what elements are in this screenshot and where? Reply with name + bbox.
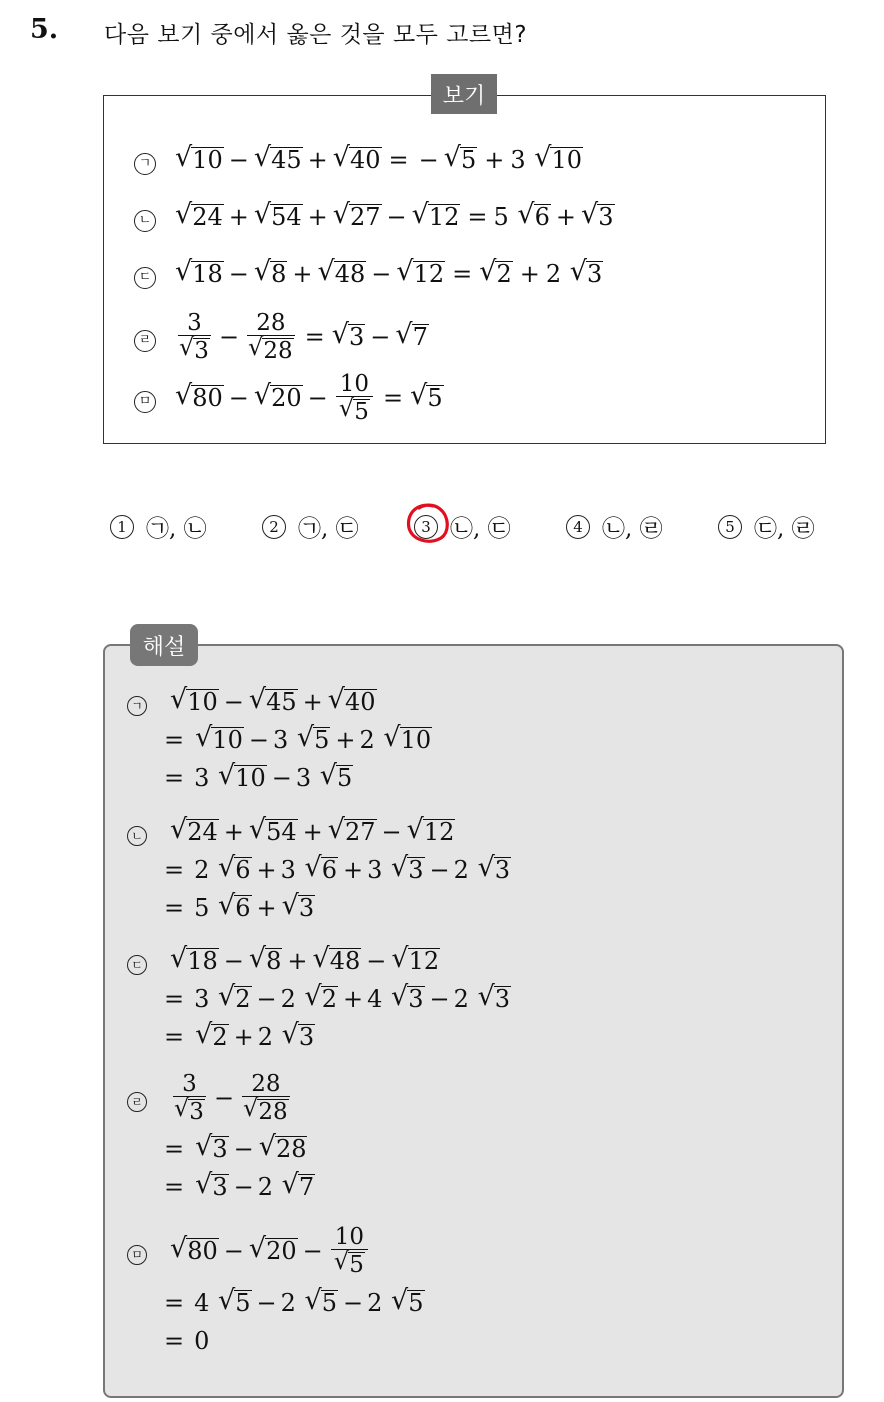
solution-d-line-1: ㄹ 3 √ 3 − 28 √ 28 [127, 1068, 294, 1128]
choice-4-number: 4 [566, 515, 590, 539]
marker-a: ㄱ [134, 153, 156, 175]
choice-5[interactable] [718, 510, 815, 543]
choice-1-number: 1 [110, 515, 134, 539]
solution-a-line-3: = 3 √ 10 − 3 √ 5 [164, 759, 353, 792]
bogi-item-b: ㄴ √ 24 + √ 54 + √ 27 − √ 12 = 5 √ 6 + √ 3 [134, 197, 616, 237]
solution-b-line-2: = 2 √ 6 + 3 √ 6 + 3 √ 3 − 2 √ 3 [164, 851, 511, 884]
choice-1-text: ㉠, ㉡ [146, 516, 207, 542]
question-text: 다음 보기 중에서 옳은 것을 모두 고르면? [104, 22, 528, 48]
solution-d-line-2: = √ 3 − √ 28 [164, 1130, 307, 1163]
solution-marker-b: ㄴ [127, 826, 147, 846]
answer-mark-circle [403, 500, 453, 548]
bogi-item-e: ㅁ √ 80 − √ 20 − 10 √ 5 = √ 5 [134, 368, 445, 428]
solution-c-line-3: = √ 2 + 2 √ 3 [164, 1018, 315, 1051]
bogi-item-c: ㄷ √ 18 − √ 8 + √ 48 − √ 12 = √ 2 + 2 √ 3 [134, 254, 604, 294]
solution-d-line-3: = √ 3 − 2 √ 7 [164, 1168, 315, 1201]
marker-e: ㅁ [134, 391, 156, 413]
solution-marker-c: ㄷ [127, 955, 147, 975]
bogi-box [103, 95, 826, 444]
solution-e-line-2: = 4 √ 5 − 2 √ 5 − 2 √ 5 [164, 1284, 424, 1317]
choice-4-text: ㉡, ㉣ [602, 516, 663, 542]
choice-5-text: ㉢, ㉣ [754, 516, 815, 542]
marker-b: ㄴ [134, 210, 156, 232]
solution-c-line-1: ㄷ √ 18 − √ 8 + √ 48 − √ 12 [127, 942, 441, 980]
solution-a-line-1: ㄱ √ 10 − √ 45 + √ 40 [127, 683, 378, 721]
choice-3-number: 3 [414, 515, 438, 539]
marker-c: ㄷ [134, 267, 156, 289]
choice-2-number: 2 [262, 515, 286, 539]
choice-4[interactable] [566, 510, 663, 543]
solution-a-line-2: = √ 10 − 3 √ 5 + 2 √ 10 [164, 721, 432, 754]
bogi-item-d: ㄹ 3 √ 3 − 28 √ 28 = √ 3 − √ 7 [134, 309, 430, 365]
solution-marker-a: ㄱ [127, 696, 147, 716]
solution-b-line-1: ㄴ √ 24 + √ 54 + √ 27 − √ 12 [127, 813, 456, 851]
marker-d: ㄹ [134, 330, 156, 352]
solution-e-line-3: = 0 [164, 1327, 210, 1355]
question-number: 5. [30, 14, 59, 45]
solution-b-line-3: = 5 √ 6 + √ 3 [164, 889, 315, 922]
choice-1[interactable] [110, 510, 207, 543]
solution-c-line-2: = 3 √ 2 − 2 √ 2 + 4 √ 3 − 2 √ 3 [164, 980, 511, 1013]
solution-marker-d: ㄹ [127, 1092, 147, 1112]
choice-5-number: 5 [718, 515, 742, 539]
choice-2[interactable] [262, 510, 359, 543]
bogi-title: 보기 [431, 74, 497, 114]
choice-2-text: ㉠, ㉢ [298, 516, 359, 542]
solution-e-line-1: ㅁ √ 80 − √ 20 − 10 √ 5 [127, 1220, 372, 1282]
solution-marker-e: ㅁ [127, 1245, 147, 1265]
bogi-item-a: ㄱ √ 10 − √ 45 + √ 40 = − √ 5 + 3 √ 10 [134, 140, 584, 180]
choice-3-text: ㉡, ㉢ [450, 516, 511, 542]
solution-title: 해설 [130, 624, 198, 666]
solution-box [103, 644, 844, 1398]
